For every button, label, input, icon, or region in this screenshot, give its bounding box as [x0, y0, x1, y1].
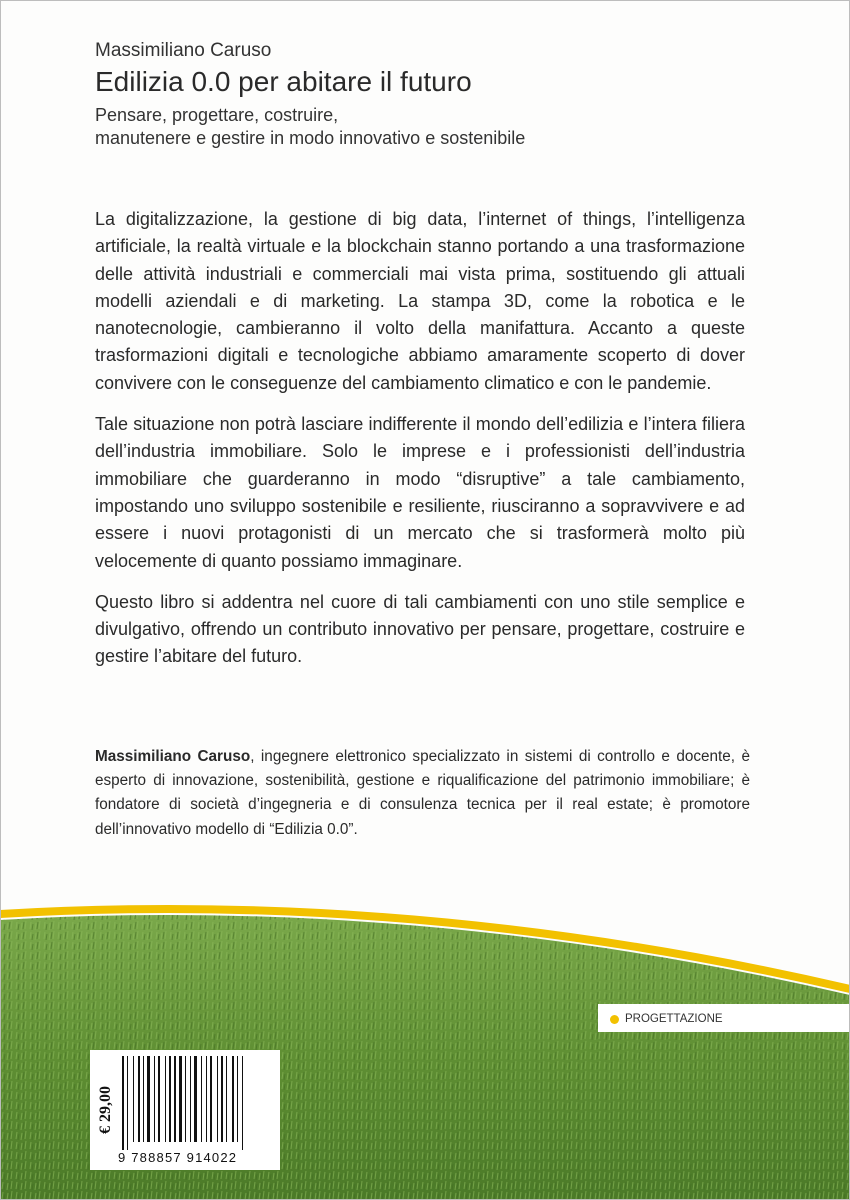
category-text: PROGETTAZIONE — [625, 1013, 723, 1025]
book-title: Edilizia 0.0 per abitare il futuro — [95, 66, 472, 97]
subtitle-line: manutenere e gestire in modo innovativo e sostenibile — [95, 128, 526, 148]
barcode-bar — [221, 1056, 223, 1142]
barcode-bar — [154, 1056, 155, 1142]
barcode-bar — [147, 1056, 150, 1142]
author-bio — [95, 745, 750, 842]
barcode-panel — [90, 1050, 280, 1170]
blurb-paragraph: Questo libro si addentra nel cuore di tali cambiamenti con uno stile semplice e divulgativo, offrendo un contributo innovativo per pensare, progettare, costruire e gestire l’abitare del futuro. — [95, 591, 745, 667]
barcode-bar — [133, 1056, 134, 1142]
barcode-bar — [242, 1056, 243, 1150]
barcode-bar — [122, 1056, 124, 1150]
price-label — [92, 1050, 120, 1170]
barcode-bar — [169, 1056, 171, 1142]
bio-name: Massimiliano Caruso — [95, 748, 251, 765]
barcode-bar — [226, 1056, 227, 1142]
barcode-bar — [127, 1056, 128, 1150]
isbn-number: 9 788857 914022 — [118, 1150, 238, 1165]
author-name: Massimiliano Caruso — [95, 40, 272, 61]
barcode-bar — [174, 1056, 176, 1142]
category-label — [610, 1009, 723, 1029]
barcode-bar — [194, 1056, 197, 1142]
barcode-bar — [201, 1056, 202, 1142]
book-subtitle — [95, 104, 755, 150]
blurb — [95, 206, 745, 685]
blurb-paragraph: La digitalizzazione, la gestione di big data, l’internet of things, l’intelligenza artificiale, la realtà virtuale e la blockchain stanno portando a una trasformazione delle attività industriali e commerciali mai vista prima, sostituendo gli attuali modelli aziendali e di marketing. La stampa 3D, come la robotica e le nanotecnologie, cambieranno il volto della manifattura. Accanto a queste trasformazioni digitali e tecnologiche abbiamo amaramente scoperto di dover convivere con le conseguenze del cambiamento climatico e con le pandemie. — [95, 209, 745, 393]
barcode-bar — [190, 1056, 191, 1142]
subtitle-line: Pensare, progettare, costruire, — [95, 105, 339, 125]
barcode-bar — [179, 1056, 182, 1142]
barcode-bar — [210, 1056, 212, 1142]
barcode-bar — [237, 1056, 238, 1142]
barcode-bar — [165, 1056, 166, 1142]
barcode — [120, 1056, 276, 1150]
barcode-bar — [138, 1056, 140, 1142]
bio-text: , ingegnere elettronico specializzato in sistemi di controllo e docente, è esperto di innovazione, sostenibilità, gestione e riqualificazione del patrimonio immobiliare; è fondatore di società d’ingegneria e di consulenza tecnica per il real estate; è promotore dell’innovativo modello di “Edilizia 0.0”. — [95, 748, 751, 838]
yellow-dot-icon — [610, 1015, 619, 1024]
barcode-bar — [206, 1056, 207, 1142]
price-text: € 29,00 — [97, 1086, 114, 1134]
blurb-paragraph: Tale situazione non potrà lasciare indifferente il mondo dell’edilizia e l’intera filiera dell’industria immobiliare. Solo le imprese e i professionisti dell’industria immobiliare che guarderanno in modo “disruptive” a tale cambiamento, impostando uno sviluppo sostenibile e resiliente, riusciranno a sopravvivere e ad essere i nuovi protagonisti di un mercato che si trasformerà molto più velocemente di quanto possiamo immaginare. — [95, 414, 745, 571]
barcode-bar — [143, 1056, 144, 1142]
barcode-bar — [232, 1056, 234, 1142]
barcode-bar — [217, 1056, 218, 1142]
barcode-bar — [185, 1056, 186, 1142]
barcode-bar — [158, 1056, 160, 1142]
